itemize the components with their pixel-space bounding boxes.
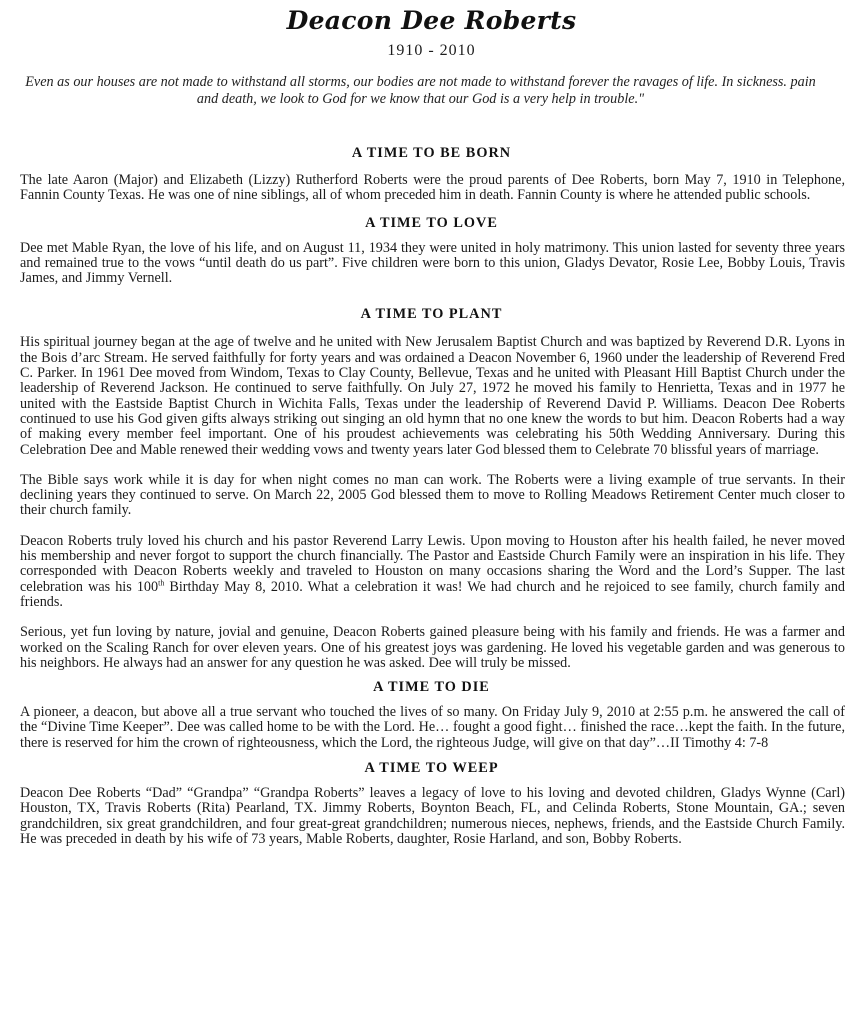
paragraph-plant-servants: The Bible says work while it is day for when night comes no man can work. The Roberts were a living example of true servants. In their declining years they continued to serve. On March 22, 2005 God blessed them to move to Rolling Meadows Retirement Center much closer to their church family. bbox=[20, 471, 845, 519]
heading-time-to-die: A TIME TO DIE bbox=[373, 679, 490, 696]
opening-quote: Even as our houses are not made to withstand all storms, our bodies are not made to withstand forever the ravages of life. In sickness. pain and death, we look to God for we know that our God is a very help in trouble." bbox=[25, 74, 816, 107]
life-years: 1910 - 2010 bbox=[387, 42, 476, 59]
ordinal-suffix: th bbox=[158, 577, 165, 587]
paragraph-plant-church-text: Deacon Roberts truly loved his church and his pastor Reverend Larry Lewis. Upon moving to Houston after his health failed, he never moved his membership and never forgot to support the church financially. The Pastor and Eastside Church Family were an inspiration in his life. They corresponded with Deacon Roberts weekly and traveled to Houston on many occasions sharing the Word and the Lord’s Supper. The last celebration was his bbox=[20, 532, 845, 595]
obituary-page bbox=[0, 6, 863, 1030]
heading-time-to-weep: A TIME TO WEEP bbox=[364, 760, 499, 777]
paragraph-weep: Deacon Dee Roberts “Dad” “Grandpa” “Grandpa Roberts” leaves a legacy of love to his loving and devoted children, Gladys Wynne (Carl) Houston, TX, Travis Roberts (Rita) Pearland, TX. Jimmy Roberts, Boynton Beach, FL, and Celinda Roberts, Stone Mountain, GA.; seven grandchildren, six great grandchildren, and four great-great grandchildren; numerous nieces, nephews, friends, and the Eastside Church Family. He was preceded in death by his wife of 73 years, Mable Roberts, daughter, Rosie Harland, and son, Bobby Roberts. bbox=[20, 785, 845, 847]
page-title: Deacon Dee Roberts bbox=[286, 6, 577, 35]
paragraph-plant-character: Serious, yet fun loving by nature, jovial and genuine, Deacon Roberts gained pleasure being with his family and friends. He was a farmer and worked on the Scaling Ranch for over eleven years. One of his greatest joys was gardening. He loved his vegetable garden and was generous to his neighbors. He always had an answer for any question he was asked. Dee will truly be missed. bbox=[20, 624, 845, 671]
heading-time-to-be-born: A TIME TO BE BORN bbox=[351, 145, 512, 161]
heading-time-to-plant: A TIME TO PLANT bbox=[360, 306, 503, 323]
paragraph-love: Dee met Mable Ryan, the love of his life, and on August 11, 1934 they were united in holy matrimony. This union lasted for seventy three years and remained true to the vows “until death do us part”. Five children were born to this union, Gladys Devator, Rosie Lee, Bobby Louis, Travis James, and Jimmy Vernell. bbox=[20, 239, 845, 287]
paragraph-plant-journey: His spiritual journey began at the age of twelve and he united with New Jerusalem Baptist Church and was baptized by Reverend D.R. Lyons in the Bois d’arc Stream. He served faithfully for forty years and was ordained a Deacon November 6, 1960 under the leadership of Reverend Fred C. Parker. In 1961 Dee moved from Windom, Texas to Clay County, Bellevue, Texas and he united with Pleasant Hill Baptist Church under the leadership of Reverend Jackson. He continued to serve faithfully. On July 27, 1972 he moved his family to Henrietta, Texas and in 1977 he united with the Eastside Baptist Church in Wichita Falls, Texas under the leadership of Reverend David P. Williams. Deacon Dee Roberts continued to use his God given gifts always striking out singing an old hymn that no one knew the words to but him. Deacon Roberts had a way of making every member feel important. One of his proudest achievements was celebrating his 50th Wedding Anniversary. During this Celebration Dee and Mable renewed their wedding vows and twenty years later God blessed them to Celebrate 70 blissful years of marriage. bbox=[20, 334, 845, 458]
paragraph-die: A pioneer, a deacon, but above all a true servant who touched the lives of so many. On Friday July 9, 2010 at 2:55 p.m. he answered the call of the “Divine Time Keeper”. Dee was called home to be with the Lord. He… fought a good fight… finished the race…kept the faith. In the future, there is reserved for him the crown of righteousness, which the Lord, the righteous Judge, will give on that day”…II Timothy 4: 7-8 bbox=[20, 704, 845, 751]
paragraph-born: The late Aaron (Major) and Elizabeth (Lizzy) Rutherford Roberts were the proud parents of Dee Roberts, born May 7, 1910 in Telephone, Fannin County Texas. He was one of nine siblings, all of whom preceded him in death. Fannin County is where he attended public schools. bbox=[20, 172, 845, 204]
ordinal-number: 100 bbox=[136, 578, 159, 595]
paragraph-plant-birthday: Birthday May 8, 2010. What a celebration it was! We had church and he rejoiced to see family, church family and friends. bbox=[20, 578, 846, 610]
paragraph-plant-church bbox=[18, 534, 845, 610]
heading-time-to-love: A TIME TO LOVE bbox=[365, 214, 498, 231]
